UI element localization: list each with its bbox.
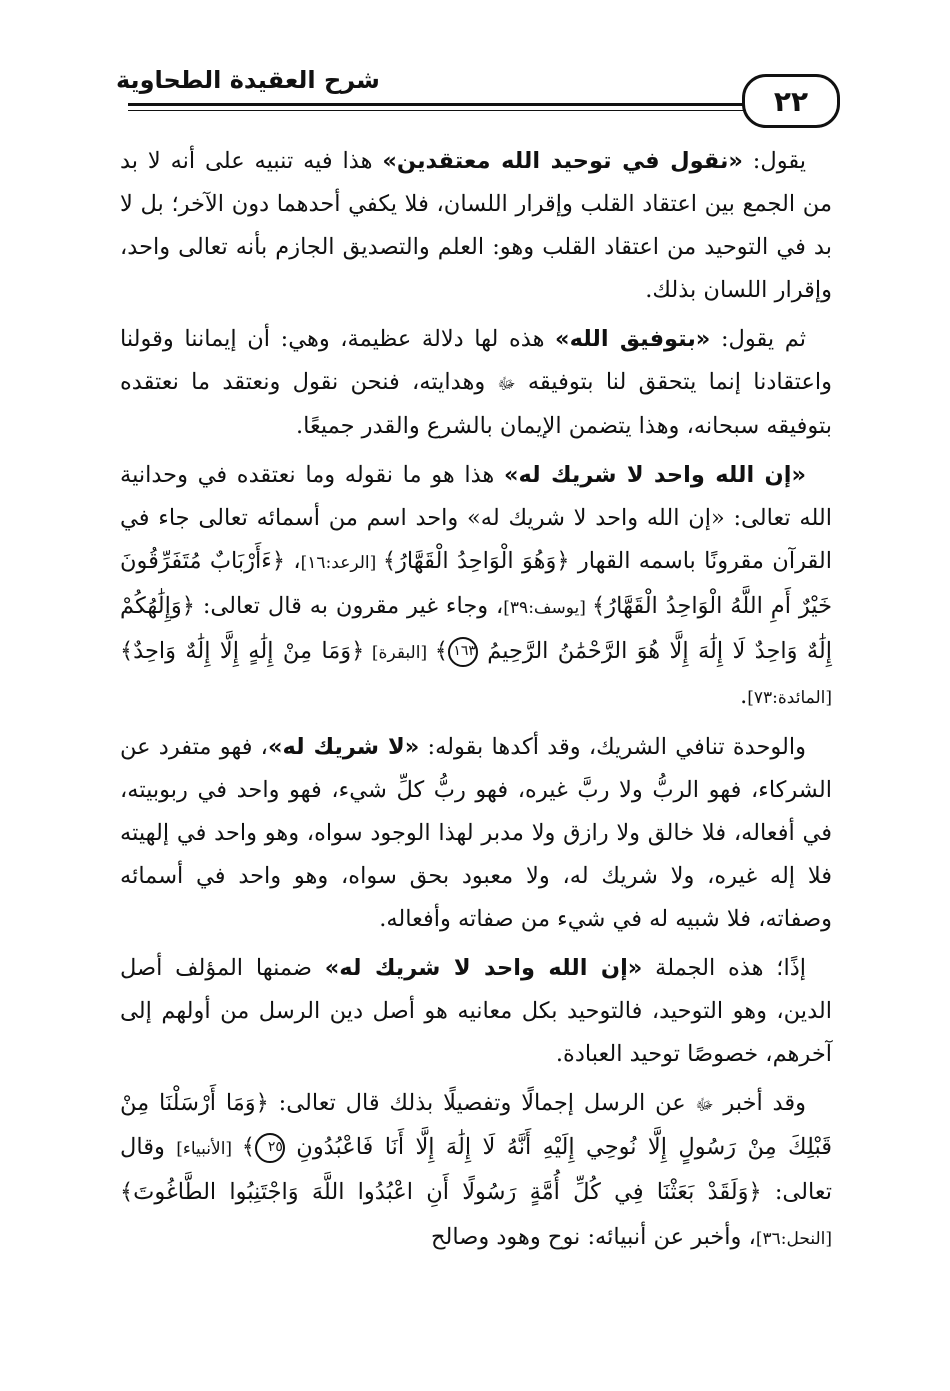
verse-reference: [يوسف:٣٩] — [503, 598, 593, 618]
text: إذًا؛ هذه الجملة — [642, 955, 806, 981]
paragraph — [120, 947, 832, 1076]
text: ضمنها المؤلف أصل الدين، وهو التوحيد، فالتوحيد بكل معانيه هو أصل دين الرسل من أولهم إلى آخرهم، خصوصًا توحيد العبادة. — [120, 955, 832, 1067]
paragraph — [120, 1082, 832, 1261]
verse-number-mark: ٢٥ — [255, 1133, 285, 1163]
matn-quote: «إن الله واحد لا شريك له» — [503, 462, 806, 488]
text: هذه لها دلالة عظيمة، وهي: أن إيماننا وقولنا واعتقادنا إنما يتحقق لنا بتوفيقه — [120, 326, 832, 395]
text: عن الرسل إجمالًا وتفصيلًا بذلك قال تعالى: — [268, 1090, 696, 1116]
header-rule — [128, 103, 822, 106]
page-number: ٢٢ — [742, 74, 840, 128]
header-rule-thin — [128, 110, 822, 111]
verse-reference: [المائدة:٧٣] — [747, 688, 832, 708]
quran-verse: ﴿ءَأَرْبَابٌ مُتَفَرِّقُونَ خَيْرٌ أَمِ اللَّهُ الْوَاحِدُ الْقَهَّارُ﴾ — [120, 548, 832, 619]
text: يقول: — [742, 148, 806, 174]
quran-verse: ﴿وَإِلَٰهُكُمْ إِلَٰهٌ وَاحِدٌ لَا إِلَٰهَ إِلَّا هُوَ الرَّحْمَٰنُ الرَّحِيمُ — [120, 593, 832, 664]
text: ، وجاء غير مقرون به قال تعالى: — [194, 593, 504, 619]
text: . — [740, 683, 748, 709]
verse-reference: [الأنبياء] — [176, 1139, 242, 1159]
text: وهدايته، فنحن نقول ونعتقد ما نعتقده بتوفيقه سبحانه، وهذا يتضمن الإيمان بالشرع والقدر جميعًا. — [120, 369, 832, 439]
quran-verse-end: ﴾ — [434, 638, 448, 664]
text: هذا فيه تنبيه على أنه لا بد من الجمع بين اعتقاد القلب وإقرار اللسان، فلا يكفي أحدهما دون الآخر؛ بل لا بد في التوحيد من اعتقاد القلب وهو: العلم والتصديق الجازم بأنه تعالى واحد، وإقرار اللسان بذلك. — [120, 148, 832, 303]
paragraph — [120, 726, 832, 941]
quran-verse: ﴿وَهُوَ الْوَاحِدُ الْقَهَّارُ﴾ — [382, 548, 570, 574]
verse-reference: [الرعد:١٦] — [300, 553, 383, 573]
text: والوحدة تنافي الشريك، وقد أكدها بقوله: — [419, 734, 806, 760]
quran-verse: ﴿وَمَا مِنْ إِلَٰهٍ إِلَّا إِلَٰهٌ وَاحِدٌ﴾ — [120, 638, 365, 664]
paragraph — [120, 140, 832, 312]
quran-verse: ﴿وَلَقَدْ بَعَثْنَا فِي كُلِّ أُمَّةٍ رَسُولًا أَنِ اعْبُدُوا اللَّهَ وَاجْتَنِبُوا الطَّاغُوتَ﴾ — [120, 1179, 762, 1205]
running-title: شرح العقيدة الطحاوية — [110, 66, 386, 94]
body-text — [120, 140, 832, 1267]
matn-quote: «نقول في توحيد الله معتقدين» — [382, 148, 743, 174]
verse-number-mark: ١٦٣ — [448, 637, 478, 667]
quran-verse-end: ﴾ — [241, 1134, 255, 1160]
text: ثم يقول: — [710, 326, 806, 352]
text: وقد أخبر — [713, 1090, 806, 1116]
text: ، وأخبر عن أنبيائه: نوح وهود وصالح — [431, 1224, 756, 1250]
honorific-glyph: ﷻ — [695, 1095, 714, 1114]
matn-quote: «إن الله واحد لا شريك له» — [324, 955, 643, 981]
matn-quote: «بتوفيق الله» — [555, 326, 711, 352]
verse-reference: [البقرة] — [364, 643, 435, 663]
paragraph — [120, 318, 832, 448]
text: ، فهو متفرد عن الشركاء، فهو الربُّ ولا ربَّ غيره، فهو ربُّ كلِّ شيء، فهو واحد في ربوبيته، في أفعاله، فلا خالق ولا رازق ولا مدبر لهذا الوجود سواه، وهو واحد في إلهيته فلا إله غيره، ولا شريك له، ولا معبود بحق سواه، وهو واحد في أسمائه وصفاته، فلا شبيه له في شيء من صفاته وأفعاله. — [120, 734, 832, 932]
paragraph — [120, 454, 832, 720]
quran-verse: ﴿وَمَا أَرْسَلْنَا مِنْ قَبْلِكَ مِنْ رَسُولٍ إِلَّا نُوحِي إِلَيْهِ أَنَّهُ لَا إِلَٰهَ إِلَّا أَنَا فَاعْبُدُونِ — [120, 1090, 833, 1160]
text: ، — [285, 548, 301, 574]
text: وقال تعالى: — [120, 1134, 832, 1205]
matn-quote: «لا شريك له» — [267, 734, 420, 760]
text: هذا هو ما نقوله وما نعتقده في وحدانية الله تعالى: «إن الله واحد لا شريك له» واحد اسم من أسمائه تعالى جاء في القرآن مقرونًا باسمه القهار — [120, 462, 832, 574]
honorific-glyph: ﷻ — [497, 374, 516, 393]
verse-reference: [النحل:٣٦] — [755, 1229, 832, 1249]
